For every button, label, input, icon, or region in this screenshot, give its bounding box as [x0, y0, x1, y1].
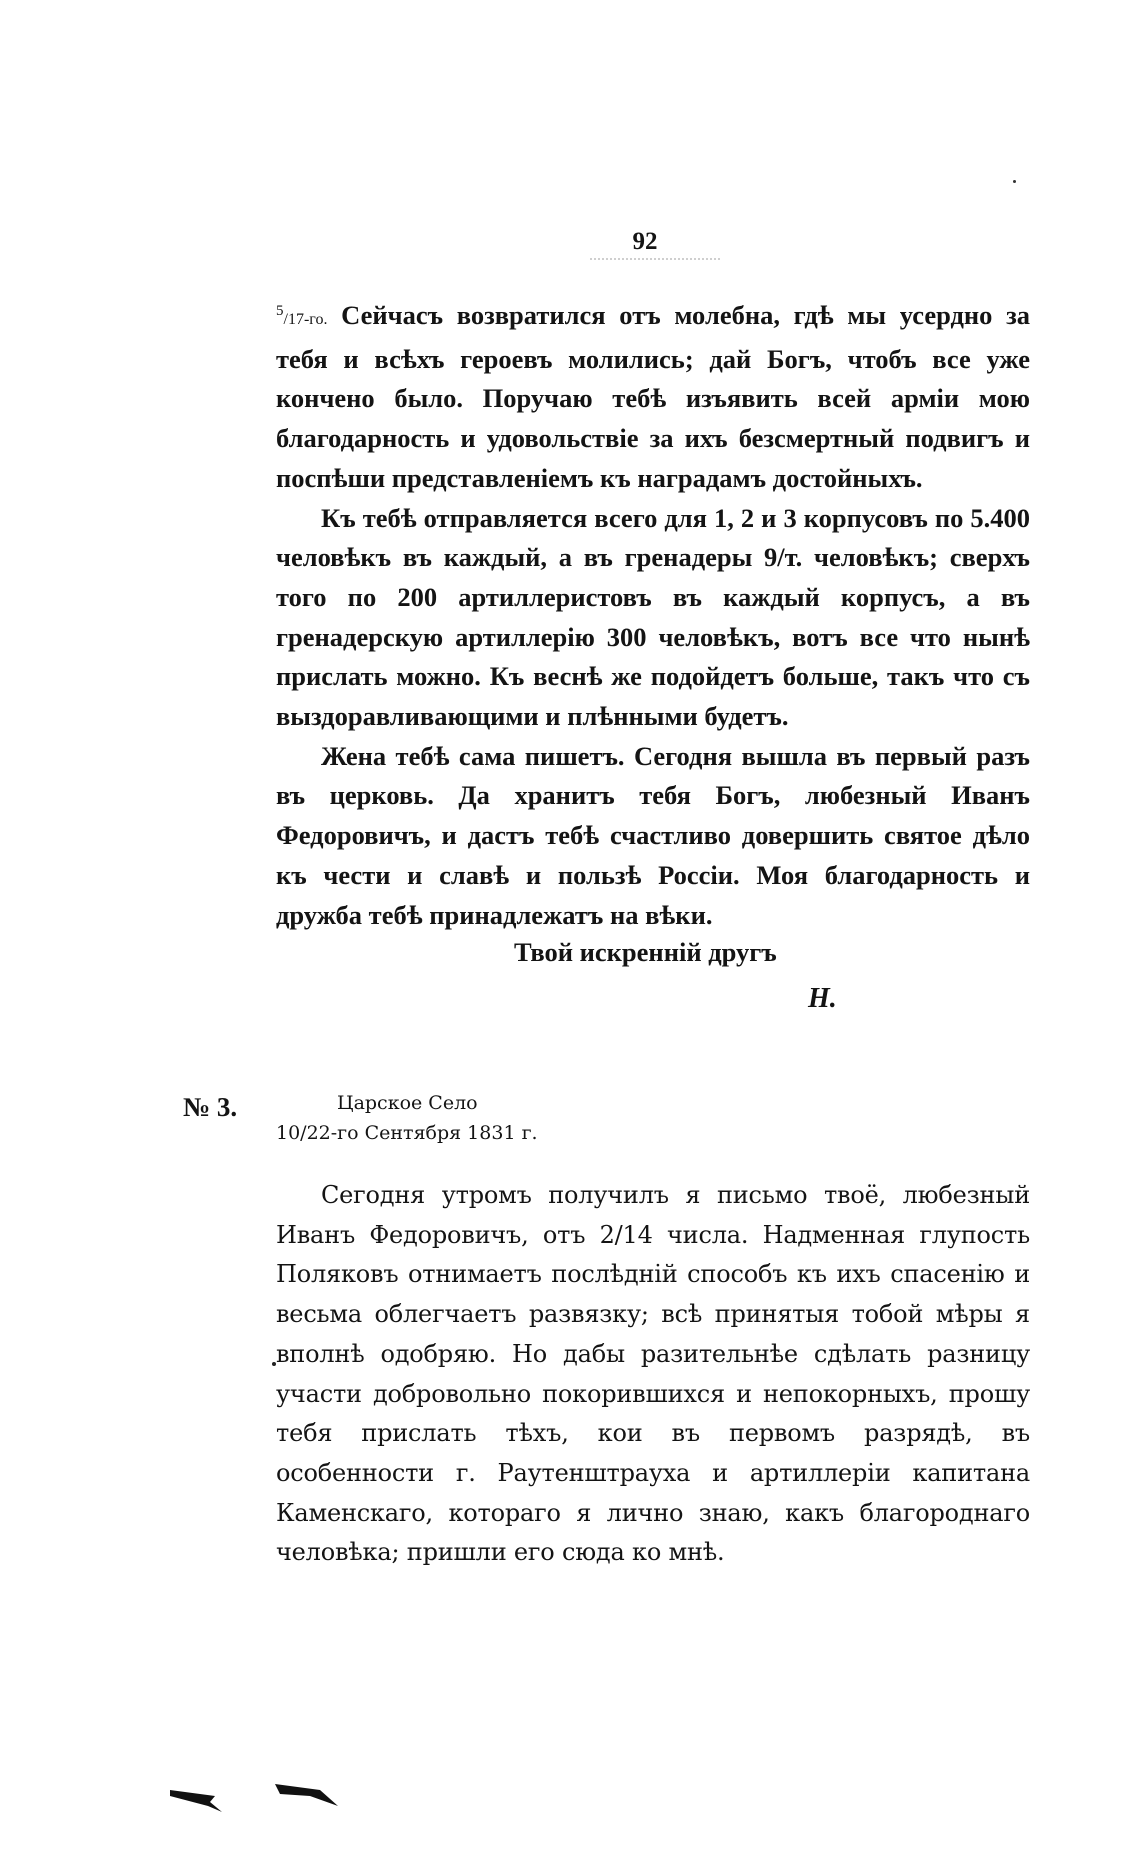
scan-speck [272, 1362, 276, 1366]
scan-artifact-right [275, 1784, 338, 1806]
document-number: № 3. [183, 1092, 238, 1122]
letter-2-fraction: 2/14 [599, 1220, 653, 1249]
letter-place: Царское Село [337, 1092, 478, 1114]
letter-2-text-before-fraction: Сегодня утромъ получилъ я письмо твоё, любезный Иванъ Федоровичъ, отъ [276, 1181, 1030, 1249]
letter-2-paragraph-1 [276, 1176, 1030, 1573]
letter-1-paragraph-3: Жена тебѣ сама пишетъ. Сегодня вышла въ первый разъ въ церковь. Да хранитъ тебя Богъ, любезный Иванъ Федоровичъ, и дастъ тебѣ счастливо довершить святое дѣло къ чести и славѣ и пользѣ Россіи. Моя благодарность и дружба тебѣ принадлежатъ на вѣки. [276, 740, 1030, 930]
letter-1-body [276, 292, 1030, 935]
scan-artifact-marks [160, 1770, 360, 1830]
signature-initial: Н. [808, 983, 837, 1014]
date-fraction-rest: /17-го. [283, 311, 328, 328]
scan-speck [1013, 180, 1016, 183]
letter-1-paragraph-1-text: Сейчасъ возвратился отъ молебна, гдѣ мы усердно за тебя и всѣхъ героевъ молились; дай Богъ, чтобъ все уже кончено было. Поручаю тебѣ изъявить всей арміи мою благодарность и удовольствіе за ихъ безсмертный подвигъ и поспѣши представленіемъ къ наградамъ достойныхъ. [276, 300, 1030, 493]
closing-line: Твой искренній другъ [514, 937, 777, 967]
scan-smudge [590, 258, 720, 263]
letter-2-text-after-fraction: числа. Надменная глупость Поляковъ отнимаетъ послѣдній способъ къ ихъ спасенію и весьма облегчаетъ развязку; всѣ принятыя тобой мѣры я вполнѣ одобряю. Но дабы разительнѣе сдѣлать разницу участи добровольно покорившихся и непокорныхъ, прошу тебя прислать тѣхъ, кои въ первомъ разрядѣ, въ особенности г. Раутенштрауха и артиллеріи капитана Каменскаго, котораго я лично знаю, какъ благороднаго человѣка; пришли его сюда ко мнѣ. [276, 1220, 1030, 1567]
letter-1-paragraph-1 [276, 292, 1030, 499]
letter-date: 10/22-го Сентября 1831 г. [276, 1122, 538, 1144]
date-fraction-numerator: 5 [276, 303, 284, 319]
scan-artifact-left [170, 1790, 222, 1812]
letter-1-paragraph-2: Къ тебѣ отправляется всего для 1, 2 и 3 корпусовъ по 5.400 человѣкъ въ каждый, а въ гренадеры 9/т. человѣкъ; сверхъ того по 200 артиллеристовъ въ каждый корпусъ, а въ гренадерскую артиллерію 300 человѣкъ, вотъ все что нынѣ прислать можно. Къ веснѣ же подойдетъ больше, такъ что съ выздоравливающими и плѣнными будетъ. [276, 502, 1030, 732]
page-number: 92 [632, 228, 658, 255]
letter-2-body [276, 1176, 1030, 1573]
